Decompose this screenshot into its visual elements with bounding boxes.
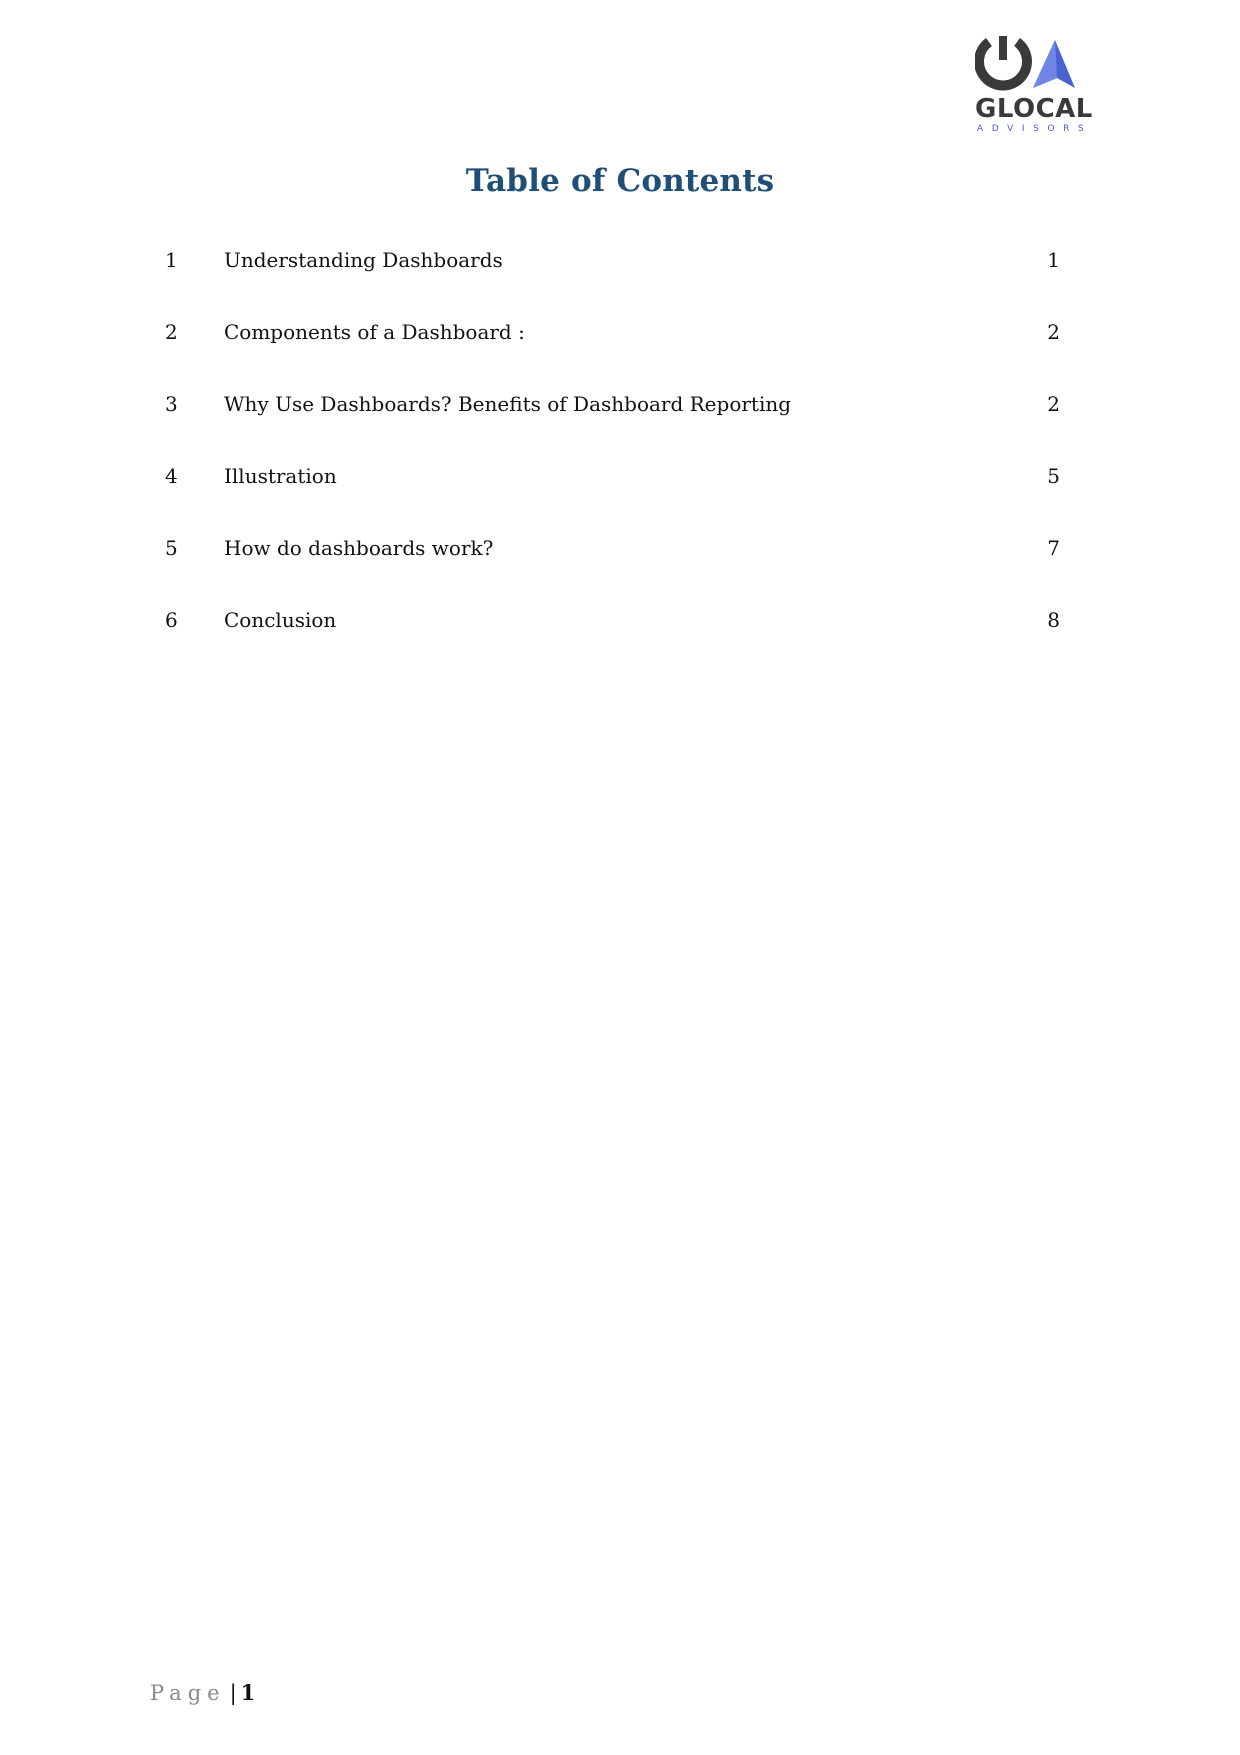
toc-entry[interactable] bbox=[150, 317, 1070, 389]
toc-entry-number: 6 bbox=[165, 608, 178, 632]
toc-entry-number: 4 bbox=[165, 464, 178, 488]
logo-tagline: ADVISORS bbox=[977, 124, 1093, 134]
toc-entry-text[interactable]: Understanding Dashboards bbox=[224, 248, 503, 272]
toc-entry-number: 3 bbox=[165, 392, 178, 416]
toc-entry[interactable] bbox=[150, 533, 1070, 605]
toc-entry-text[interactable]: Components of a Dashboard : bbox=[224, 320, 525, 344]
toc-entry[interactable] bbox=[150, 245, 1070, 317]
toc-entry-page: 1 bbox=[1047, 248, 1060, 272]
toc-entry-text[interactable]: Why Use Dashboards? Benefits of Dashboard Reporting bbox=[224, 392, 792, 416]
toc-entry-number: 2 bbox=[165, 320, 178, 344]
toc-entry[interactable] bbox=[150, 389, 1070, 461]
toc-entry-number: 5 bbox=[165, 536, 178, 560]
toc-entry-page: 8 bbox=[1047, 608, 1060, 632]
footer-page-label: Page bbox=[150, 1681, 226, 1705]
toc-entry-page: 5 bbox=[1047, 464, 1060, 488]
page-footer bbox=[150, 1680, 255, 1705]
toc-list bbox=[150, 245, 1070, 677]
page-title: Table of Contents bbox=[465, 163, 775, 199]
glocal-advisors-logo bbox=[975, 36, 1091, 136]
toc-entry-page: 7 bbox=[1047, 536, 1060, 560]
toc-entry[interactable] bbox=[150, 461, 1070, 533]
toc-entry-page: 2 bbox=[1047, 392, 1060, 416]
toc-entry-text[interactable]: How do dashboards work? bbox=[224, 536, 494, 560]
toc-entry-text[interactable]: Conclusion bbox=[224, 608, 337, 632]
footer-separator: | bbox=[229, 1681, 237, 1705]
logo-wordmark: GLOCAL bbox=[975, 94, 1093, 124]
logo-mark-icon bbox=[975, 36, 1091, 96]
footer-page-number: 1 bbox=[240, 1680, 256, 1705]
toc-entry-page: 2 bbox=[1047, 320, 1060, 344]
toc-entry-number: 1 bbox=[165, 248, 178, 272]
toc-entry-text[interactable]: Illustration bbox=[224, 464, 337, 488]
toc-entry[interactable] bbox=[150, 605, 1070, 677]
